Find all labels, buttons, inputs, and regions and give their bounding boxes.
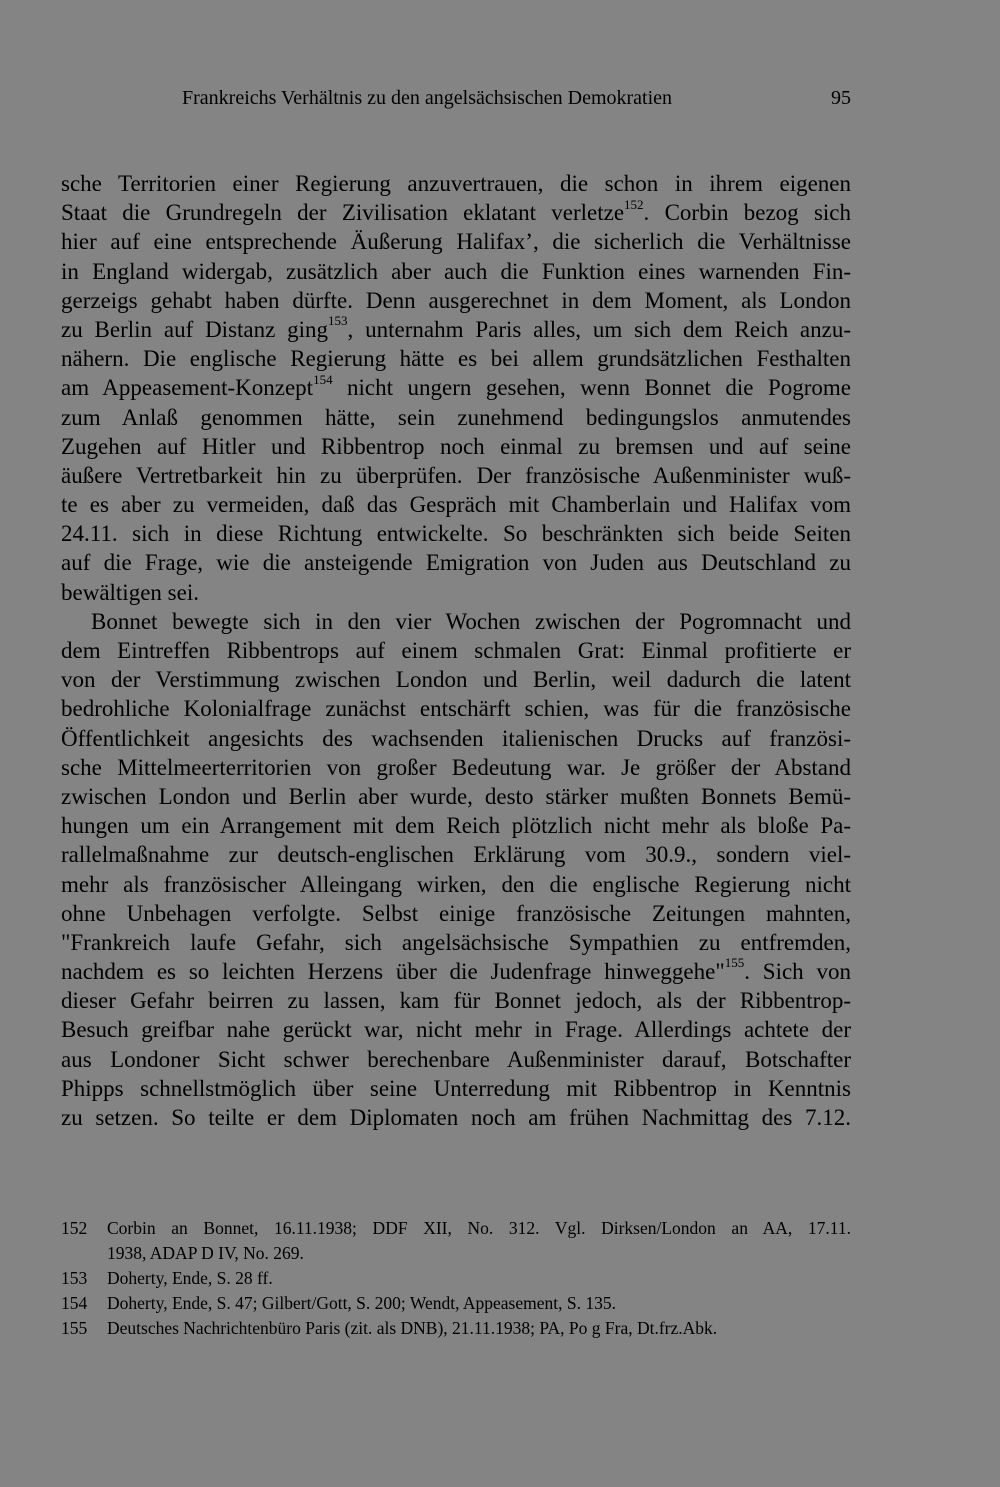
text-line: zum Anlaß genommen hätte, sein zunehmend bedingungslos anmutendes — [61, 404, 851, 430]
footnote-number: 155 — [61, 1318, 88, 1338]
text-line: Öffentlichkeit angesichts des wachsenden italienischen Drucks auf französi- — [61, 725, 851, 751]
text-line: äußere Vertretbarkeit hin zu überprüfen. Der französische Außenminister wuß- — [61, 462, 851, 488]
footnote-text: Deutsches Nachrichtenbüro Paris (zit. als DNB), 21.11.1938; PA, Po g Fra, Dt.frz.Abk. — [107, 1318, 718, 1338]
text-line: Phipps schnellstmöglich über seine Unterredung mit Ribbentrop in Kenntnis — [61, 1075, 851, 1101]
text-line: zwischen London und Berlin aber wurde, desto stärker mußten Bonnets Bemü- — [61, 783, 851, 809]
text-line: bedrohliche Kolonialfrage zunächst entschärft schien, was für die französische — [61, 696, 851, 722]
text-line: rallelmaßnahme zur deutsch-englischen Erklärung vom 30.9., sondern viel- — [61, 842, 851, 868]
text-line: aus Londoner Sicht schwer berechenbare Außenminister darauf, Botschafter — [61, 1046, 851, 1072]
footnote — [61, 1266, 851, 1291]
body-text — [61, 169, 851, 1132]
text-line: te es aber zu vermeiden, daß das Gespräch mit Chamberlain und Halifax vom — [61, 492, 851, 518]
text-line: zu setzen. So teilte er dem Diplomaten noch am frühen Nachmittag des 7.12. — [61, 1105, 851, 1130]
text-line: dieser Gefahr beirren zu lassen, kam für Bonnet jedoch, als der Ribbentrop- — [61, 988, 851, 1014]
footnote — [61, 1291, 851, 1316]
text-line: Bonnet bewegte sich in den vier Wochen zwischen der Pogromnacht und — [91, 608, 851, 634]
text-line: bewältigen sei. — [61, 579, 199, 605]
text-line: nähern. Die englische Regierung hätte es bei allem grundsätzlichen Festhalten — [61, 346, 851, 372]
text-line: gerzeigs gehabt haben dürfte. Denn ausgerechnet in dem Moment, als London — [61, 287, 851, 313]
text-line: "Frankreich laufe Gefahr, sich angelsächsische Sympathien zu entfremden, — [61, 929, 851, 955]
text-line: nachdem es so leichten Herzens über die Judenfrage hinweggehe"$^{155}$. Sich von — [61, 955, 851, 985]
footnote-number: 152 — [61, 1218, 88, 1238]
text-line: von der Verstimmung zwischen London und Berlin, weil dadurch die latent — [61, 667, 851, 693]
text-line: Besuch greifbar nahe gerückt war, nicht mehr in Frage. Allerdings achtete der — [61, 1017, 851, 1043]
text-line: zu Berlin auf Distanz ging$^{153}$, unternahm Paris alles, um sich dem Reich anzu- — [61, 313, 851, 342]
text-line: mehr als französischer Alleingang wirken, den die englische Regierung nicht — [61, 871, 851, 897]
footnote-text: Doherty, Ende, S. 47; Gilbert/Gott, S. 200; Wendt, Appeasement, S. 135. — [107, 1293, 616, 1313]
footnote — [61, 1316, 851, 1341]
running-title: Frankreichs Verhältnis zu den angelsächsischen Demokratien — [182, 87, 673, 109]
text-line: auf die Frage, wie die ansteigende Emigration von Juden aus Deutschland zu — [61, 550, 851, 576]
footnote-text: Corbin an Bonnet, 16.11.1938; DDF XII, No. 312. Vgl. Dirksen/London an AA, 17.11. — [107, 1218, 851, 1238]
text-line: sche Territorien einer Regierung anzuvertrauen, die schon in ihrem eigenen — [61, 171, 851, 196]
footnote-text: 1938, ADAP D IV, No. 269. — [107, 1243, 304, 1263]
text-line: dem Eintreffen Ribbentrops auf einem schmalen Grat: Einmal profitierte er — [61, 638, 851, 663]
text-line: 24.11. sich in diese Richtung entwickelte. So beschränkten sich beide Seiten — [61, 521, 851, 547]
footnote-ref[interactable]: 153 — [328, 313, 348, 329]
footnote — [61, 1216, 851, 1266]
text-line: Zugehen auf Hitler und Ribbentrop noch einmal zu bremsen und auf seine — [61, 433, 851, 459]
page-number: 95 — [831, 87, 851, 109]
text-line: in England widergab, zusätzlich aber auch die Funktion eines warnenden Fin- — [61, 258, 851, 284]
footnote-ref[interactable]: 155 — [724, 955, 745, 971]
footnote-ref[interactable]: 152 — [624, 196, 644, 212]
footnote-number: 154 — [61, 1293, 88, 1313]
text-line: sche Mittelmeerterritorien von großer Bedeutung war. Je größer der Abstand — [61, 754, 851, 780]
text-line: hier auf eine entsprechende Äußerung Halifax’, die sicherlich die Verhältnisse — [61, 229, 851, 255]
text-line: am Appeasement-Konzept$^{154}$ nicht ungern gesehen, wenn Bonnet die Pogrome — [61, 371, 851, 401]
footnotes — [61, 1216, 851, 1341]
text-line: ohne Unbehagen verfolgte. Selbst einige französische Zeitungen mahnten, — [61, 900, 851, 926]
footnote-number: 153 — [61, 1268, 88, 1288]
footnote-text: Doherty, Ende, S. 28 ff. — [107, 1268, 273, 1288]
text-line: hungen um ein Arrangement mit dem Reich plötzlich nicht mehr als bloße Pa- — [61, 813, 851, 839]
footnote-ref[interactable]: 154 — [313, 371, 333, 387]
text-line: Staat die Grundregeln der Zivilisation eklatant verletze$^{152}$. Corbin bezog sich — [61, 196, 851, 226]
